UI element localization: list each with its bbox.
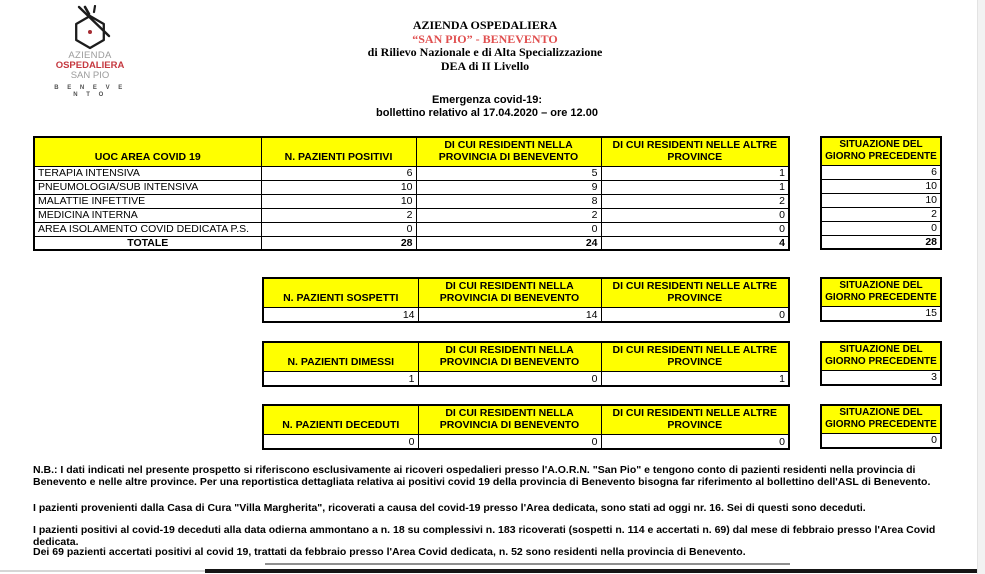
- cell-precedente: 15: [821, 306, 941, 321]
- table-row: [34, 194, 789, 208]
- hexagon-bee-logo-icon: [64, 5, 116, 51]
- col-header-benevento: DI CUI RESIDENTI NELLA PROVINCIA DI BENEVENTO: [416, 137, 601, 166]
- letterhead-line4: DEA di II Livello: [440, 58, 530, 73]
- total-positivi: 28: [261, 236, 416, 250]
- main-situazione-table: [820, 136, 942, 250]
- cell-benevento: 9: [416, 180, 601, 194]
- dimessi-situazione-table: [820, 341, 942, 386]
- cell-benevento: 8: [416, 194, 601, 208]
- note-residenti: Dei 69 pazienti accertati positivi al covid 19, trattati da febbraio presso l'Area Covid dedicata, n. 52 sono residenti nella provincia di Benevento.: [33, 546, 746, 558]
- col-header-deceduti: N. PAZIENTI DECEDUTI: [263, 405, 418, 434]
- col-header-altre: DI CUI RESIDENTI NELLE ALTRE PROVINCE: [601, 342, 789, 371]
- total-altre: 4: [601, 236, 789, 250]
- row-label: TERAPIA INTENSIVA: [34, 166, 261, 180]
- cell-altre: 0: [601, 222, 789, 236]
- cell-altre: 1: [601, 166, 789, 180]
- cell-positivi: 0: [261, 222, 416, 236]
- table-row: [263, 371, 789, 386]
- row-label: PNEUMOLOGIA/SUB INTENSIVA: [34, 180, 261, 194]
- main-covid-table: [33, 136, 790, 251]
- logo-text-ospedaliera: OSPEDALIERA: [55, 60, 125, 71]
- cell-dimessi: 1: [263, 371, 418, 386]
- letterhead-title: AZIENDA OSPEDALIERA: [412, 18, 558, 32]
- cell-altre: 0: [601, 434, 789, 449]
- logo-text-azienda: AZIENDA: [68, 50, 112, 61]
- bottom-gray-rule: [265, 563, 790, 565]
- cell-positivi: 6: [261, 166, 416, 180]
- dimessi-table: [262, 341, 790, 387]
- cell-positivi: 10: [261, 194, 416, 208]
- logo-text-sanpio: SAN PIO: [70, 70, 110, 81]
- col-header-altre: DI CUI RESIDENTI NELLE ALTRE PROVINCE: [601, 137, 789, 166]
- col-header-situazione: SITUAZIONE DEL GIORNO PRECEDENTE: [821, 137, 941, 165]
- table-row: [34, 208, 789, 222]
- cell-benevento: 5: [416, 166, 601, 180]
- col-header-sospetti: N. PAZIENTI SOSPETTI: [263, 278, 418, 307]
- cell-altre: 1: [601, 371, 789, 386]
- note-villa-margherita: I pazienti provenienti dalla Casa di Cura "Villa Margherita", ricoverati a causa del covid-19 presso l'Area dedicata, sono stati ad oggi nr. 16. Sei di questi sono deceduti.: [33, 502, 866, 514]
- bulletin-title-line1: Emergenza covid-19:: [431, 94, 543, 106]
- total-precedente: 28: [821, 235, 941, 249]
- col-header-positivi: N. PAZIENTI POSITIVI: [261, 137, 416, 166]
- total-label: TOTALE: [34, 236, 261, 250]
- col-header-benevento: DI CUI RESIDENTI NELLA PROVINCIA DI BENEVENTO: [418, 405, 601, 434]
- col-header-altre: DI CUI RESIDENTI NELLE ALTRE PROVINCE: [601, 278, 789, 307]
- cell-precedente: 6: [821, 165, 941, 179]
- cell-deceduti: 0: [263, 434, 418, 449]
- note-deceduti: I pazienti positivi al covid-19 deceduti alla data odierna ammontano a n. 18 su complessivi n. 183 ricoverati (sospetti n. 114 e accertati n. 69) dal mese di febbraio presso l'Area Covid dedicata.: [33, 524, 936, 548]
- cell-positivi: 2: [261, 208, 416, 222]
- cell-positivi: 10: [261, 180, 416, 194]
- hospital-logo: [52, 5, 128, 99]
- col-header-benevento: DI CUI RESIDENTI NELLA PROVINCIA DI BENEVENTO: [418, 342, 601, 371]
- table-row: [34, 180, 789, 194]
- col-header-benevento: DI CUI RESIDENTI NELLA PROVINCIA DI BENEVENTO: [418, 278, 601, 307]
- cell-precedente: 3: [821, 370, 941, 385]
- cell-benevento: 0: [418, 371, 601, 386]
- cell-precedente: 2: [821, 207, 941, 221]
- cell-precedente: 10: [821, 179, 941, 193]
- cell-benevento: 0: [418, 434, 601, 449]
- table-row: [263, 307, 789, 322]
- table-row: [34, 166, 789, 180]
- letterhead-subtitle-red: “SAN PIO” - BENEVENTO: [412, 31, 558, 46]
- col-header-altre: DI CUI RESIDENTI NELLE ALTRE PROVINCE: [601, 405, 789, 434]
- deceduti-situazione-table: [820, 404, 942, 449]
- table-total-row: [34, 236, 789, 250]
- col-header-situazione: SITUAZIONE DEL GIORNO PRECEDENTE: [821, 405, 941, 433]
- total-benevento: 24: [416, 236, 601, 250]
- table-row: [34, 222, 789, 236]
- col-header-situazione: SITUAZIONE DEL GIORNO PRECEDENTE: [821, 278, 941, 306]
- col-header-dimessi: N. PAZIENTI DIMESSI: [263, 342, 418, 371]
- col-header-situazione: SITUAZIONE DEL GIORNO PRECEDENTE: [821, 342, 941, 370]
- logo-text-benevento: B E N E V E N T O: [54, 85, 126, 98]
- cell-benevento: 14: [418, 307, 601, 322]
- cell-altre: 2: [601, 194, 789, 208]
- cell-benevento: 0: [416, 222, 601, 236]
- deceduti-table: [262, 404, 790, 450]
- note-nb: N.B.: I dati indicati nel presente prospetto si riferiscono esclusivamente ai ricoveri ospedalieri presso l'A.O.R.N. "San Pio" e tengono conto di pazienti residenti nella provincia di Benevento e nelle altre province. Per una reportistica dettagliata relativa ai positivi covid 19 della provincia di Benevento bisogna far riferimento al bollettino dell'ASL di Benevento.: [33, 464, 931, 488]
- letterhead: [235, 19, 735, 73]
- page-right-edge: [977, 0, 985, 574]
- bulletin-title: [237, 94, 737, 120]
- cell-altre: 0: [601, 208, 789, 222]
- sospetti-situazione-table: [820, 277, 942, 322]
- cell-benevento: 2: [416, 208, 601, 222]
- bottom-light-rule: [0, 570, 205, 572]
- letterhead-line3: di Rilievo Nazionale e di Alta Specializzazione: [367, 45, 603, 59]
- row-label: AREA ISOLAMENTO COVID DEDICATA P.S.: [34, 222, 261, 236]
- table-row: [263, 434, 789, 449]
- cell-altre: 0: [601, 307, 789, 322]
- row-label: MEDICINA INTERNA: [34, 208, 261, 222]
- cell-precedente: 0: [821, 221, 941, 235]
- cell-sospetti: 14: [263, 307, 418, 322]
- bulletin-title-line2: bollettino relativo al 17.04.2020 – ore 12.00: [376, 107, 598, 119]
- table-header-row: [34, 137, 789, 166]
- row-label: MALATTIE INFETTIVE: [34, 194, 261, 208]
- col-header-uoc: UOC AREA COVID 19: [34, 137, 261, 166]
- cell-altre: 1: [601, 180, 789, 194]
- cell-precedente: 10: [821, 193, 941, 207]
- bottom-black-rule: [205, 569, 985, 573]
- cell-precedente: 0: [821, 433, 941, 448]
- sospetti-table: [262, 277, 790, 323]
